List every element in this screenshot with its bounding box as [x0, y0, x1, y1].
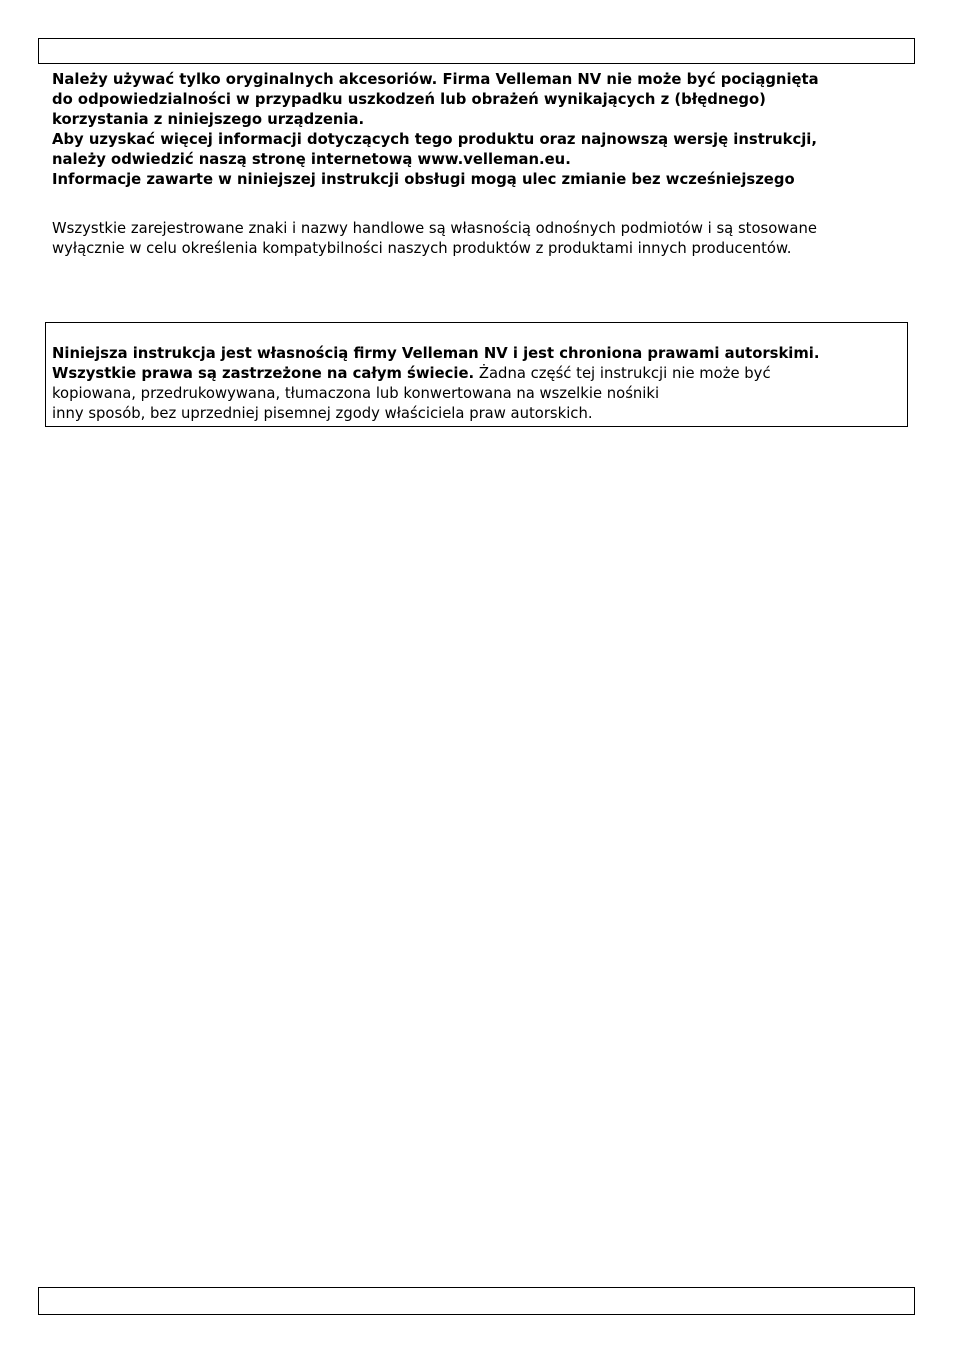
copyright-line-2-rest: Żadna część tej instrukcji nie może być — [474, 365, 771, 382]
copyright-line-2 — [52, 364, 912, 384]
footer-frame — [38, 1287, 915, 1315]
trademark-notice — [52, 219, 912, 259]
warning-notice — [52, 70, 912, 190]
trademark-line-1: Wszystkie zarejestrowane znaki i nazwy handlowe są własnością odnośnych podmiotów i są stosowane — [52, 220, 817, 237]
copyright-notice — [52, 344, 912, 424]
header-frame — [38, 38, 915, 64]
warning-line-6: Informacje zawarte w niniejszej instrukcji obsługi mogą ulec zmianie bez wcześniejszego — [52, 171, 795, 188]
warning-line-4: Aby uzyskać więcej informacji dotyczących tego produktu oraz najnowszą wersję instrukcji, — [52, 131, 817, 148]
copyright-line-3: kopiowana, przedrukowywana, tłumaczona lub konwertowana na wszelkie nośniki — [52, 385, 660, 402]
copyright-rights-reserved: Wszystkie prawa są zastrzeżone na całym świecie. — [52, 365, 475, 382]
warning-line-3: korzystania z niniejszego urządzenia. — [52, 111, 365, 128]
copyright-line-4: inny sposób, bez uprzedniej pisemnej zgody właściciela praw autorskich. — [52, 405, 593, 422]
copyright-line-1: Niniejsza instrukcja jest własnością firmy Velleman NV i jest chroniona prawami autorskimi. — [52, 345, 820, 362]
warning-line-1: Należy używać tylko oryginalnych akcesoriów. Firma Velleman NV nie może być pociągnięta — [52, 71, 819, 88]
trademark-line-2: wyłącznie w celu określenia kompatybilności naszych produktów z produktami innych producentów. — [52, 240, 792, 257]
warning-line-2: do odpowiedzialności w przypadku uszkodzeń lub obrażeń wynikających z (błędnego) — [52, 91, 766, 108]
warning-line-5: należy odwiedzić naszą stronę internetową www.velleman.eu. — [52, 151, 571, 168]
